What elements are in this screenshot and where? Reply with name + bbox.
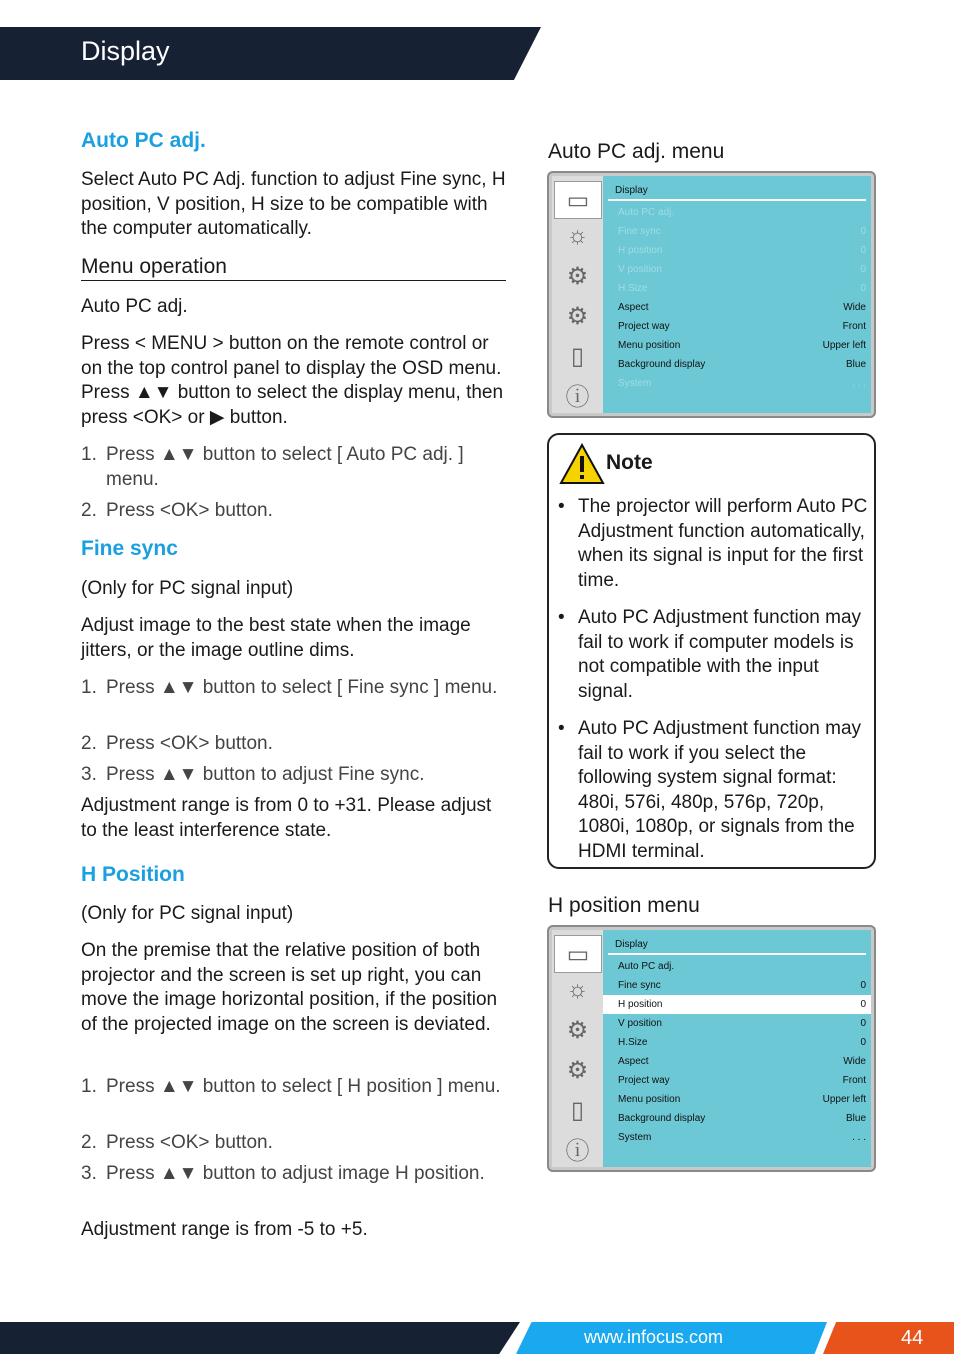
- osd-row-value: Front: [842, 321, 866, 332]
- osd-row-selected[interactable]: [603, 995, 871, 1014]
- osd-row-label: Aspect: [618, 302, 649, 313]
- fine-sync-description: Adjust image to the best state when the image jitters, or the image outline dims.: [81, 615, 471, 661]
- setting-icon[interactable]: ⚙: [566, 1016, 589, 1044]
- osd-row[interactable]: [603, 957, 871, 976]
- osd-row-label: Auto PC adj.: [618, 961, 675, 972]
- list-item: [81, 763, 509, 788]
- display-icon[interactable]: ▭: [554, 935, 602, 973]
- osd-row[interactable]: [603, 1090, 871, 1109]
- note-bullet-item: [558, 495, 868, 593]
- osd-row-value: . . .: [852, 1132, 866, 1143]
- list-text: Press ▲▼ button to select [ Auto PC adj. ] menu.: [106, 444, 464, 490]
- list-item: [81, 1162, 509, 1187]
- osd-row-label: Project way: [618, 321, 670, 332]
- osd-row[interactable]: [603, 1109, 871, 1128]
- fine-sync-range: Adjustment range is from 0 to +31. Please adjust to the least interference state.: [81, 795, 492, 841]
- page-title: Display: [81, 36, 170, 66]
- h-position-only-pc: (Only for PC signal input): [81, 903, 294, 924]
- osd-sidebar: [552, 176, 603, 413]
- info-icon[interactable]: ⓘ: [565, 1137, 590, 1165]
- picture-icon[interactable]: ☼: [566, 222, 589, 249]
- osd-row-value: 0: [860, 999, 866, 1010]
- bullet-dot: •: [558, 607, 565, 628]
- osd-row[interactable]: [603, 1033, 871, 1052]
- osd-row-label: Project way: [618, 1075, 670, 1086]
- osd-row-label: Menu position: [618, 340, 681, 351]
- osd-row[interactable]: [603, 317, 871, 336]
- usb-icon[interactable]: ▯: [570, 342, 585, 370]
- bullet-dot: •: [558, 718, 565, 739]
- osd-row[interactable]: [603, 374, 871, 393]
- osd-row-label: Background display: [618, 1113, 706, 1124]
- osd-row[interactable]: [603, 1128, 871, 1147]
- osd-row-value: Upper left: [822, 1094, 866, 1105]
- list-item: [81, 732, 509, 757]
- list-item: [81, 676, 509, 701]
- list-text: Press <OK> button.: [106, 1132, 273, 1153]
- bullet-dot: •: [558, 496, 565, 517]
- list-item: [81, 1075, 509, 1100]
- osd-caption-auto-pc: Auto PC adj. menu: [548, 140, 725, 163]
- auto-pc-description: Select Auto PC Adj. function to adjust Fine sync, H position, V position, H size to be compatible with the computer automatically.: [81, 169, 506, 239]
- list-number: 2.: [81, 733, 97, 754]
- osd-row-label: System: [618, 378, 652, 389]
- osd-row[interactable]: [603, 1052, 871, 1071]
- osd-row-label: H.Size: [618, 1037, 648, 1048]
- osd-row-label: Background display: [618, 359, 706, 370]
- auto-pc-label: Auto PC adj.: [81, 296, 188, 317]
- note-box: [547, 433, 876, 869]
- advanced-icon[interactable]: ⚙: [566, 1056, 589, 1084]
- osd-title: Display: [615, 185, 648, 196]
- osd-divider: [608, 199, 866, 201]
- osd-row[interactable]: [603, 203, 871, 222]
- footer-url[interactable]: www.infocus.com: [584, 1327, 724, 1347]
- osd-sidebar: [552, 930, 603, 1167]
- osd-row-label: V position: [618, 264, 662, 275]
- osd-row-value: Upper left: [822, 340, 866, 351]
- osd-row[interactable]: [603, 260, 871, 279]
- osd-row-value: 0: [860, 980, 866, 991]
- display-icon[interactable]: ▭: [554, 181, 602, 219]
- osd-row-label: H position: [618, 245, 663, 256]
- osd-caption-h-position: H position menu: [548, 894, 700, 917]
- menu-operation-heading: Menu operation: [81, 255, 506, 281]
- list-number: 2.: [81, 1132, 97, 1153]
- osd-row[interactable]: [603, 1071, 871, 1090]
- picture-icon[interactable]: ☼: [566, 976, 589, 1003]
- osd-row-value: 0: [860, 1037, 866, 1048]
- osd-row[interactable]: [603, 298, 871, 317]
- list-item: [81, 499, 509, 524]
- osd-row-value: Wide: [843, 1056, 866, 1067]
- h-position-description: On the premise that the relative position of both projector and the screen is set up right, you can move the image horizontal position, if the position of the projected image on the screen is deviated.: [81, 940, 498, 1035]
- h-position-range: Adjustment range is from -5 to +5.: [81, 1219, 368, 1240]
- list-number: 2.: [81, 500, 97, 521]
- footer-band-red: [823, 1322, 954, 1354]
- osd-row-value: Front: [842, 1075, 866, 1086]
- warning-icon: [559, 443, 605, 485]
- osd-row-label: H position: [618, 999, 663, 1010]
- osd-pane: [603, 930, 871, 1167]
- osd-row-label: Aspect: [618, 1056, 649, 1067]
- usb-icon[interactable]: ▯: [570, 1096, 585, 1124]
- list-number: 3.: [81, 1163, 97, 1184]
- heading-fine-sync: Fine sync: [81, 537, 178, 560]
- osd-row-label: Auto PC adj.: [618, 207, 675, 218]
- osd-row-value: . . .: [852, 378, 866, 389]
- osd-row[interactable]: [603, 976, 871, 995]
- list-number: 3.: [81, 764, 97, 785]
- osd-row[interactable]: [603, 1014, 871, 1033]
- osd-row[interactable]: [603, 336, 871, 355]
- osd-row[interactable]: [603, 222, 871, 241]
- osd-row-value: Blue: [845, 359, 866, 370]
- note-bullet-item: [558, 606, 868, 704]
- list-text: Press <OK> button.: [106, 500, 273, 521]
- setting-icon[interactable]: ⚙: [566, 262, 589, 290]
- list-number: 1.: [81, 444, 97, 465]
- osd-row-label: Menu position: [618, 1094, 681, 1105]
- osd-divider: [608, 953, 866, 955]
- list-item: [81, 443, 509, 492]
- osd-pane: [603, 176, 871, 413]
- osd-row[interactable]: [603, 355, 871, 374]
- osd-row-label: Fine sync: [618, 980, 661, 991]
- osd-row-label: V position: [618, 1018, 662, 1029]
- note-text: Auto PC Adjustment function may fail to work if you select the following system signal format: 480i, 576i, 480p, 576p, 720p, 1080i, 1080p, or signals from the HDMI terminal.: [578, 718, 862, 862]
- osd-row-label: H.Size: [618, 283, 648, 294]
- note-text: Auto PC Adjustment function may fail to work if computer models is not compatible with the input signal.: [578, 607, 862, 702]
- osd-row-value: 0: [860, 226, 866, 237]
- list-text: Press ▲▼ button to select [ Fine sync ] menu.: [106, 677, 498, 698]
- list-number: 1.: [81, 1076, 97, 1097]
- heading-auto-pc-adj: Auto PC adj.: [81, 129, 206, 152]
- note-bullet-item: [558, 717, 868, 864]
- osd-row-value: Wide: [843, 302, 866, 313]
- osd-menu-auto-pc: [547, 171, 876, 418]
- osd-row-label: Fine sync: [618, 226, 661, 237]
- advanced-icon[interactable]: ⚙: [566, 302, 589, 330]
- osd-row-value: Blue: [845, 1113, 866, 1124]
- note-title: Note: [606, 451, 653, 474]
- fine-sync-only-pc: (Only for PC signal input): [81, 578, 294, 599]
- osd-row[interactable]: [603, 241, 871, 260]
- osd-row-value: 0: [860, 245, 866, 256]
- list-item: [81, 1131, 509, 1156]
- note-text: The projector will perform Auto PC Adjustment function automatically, when its signal is input for the first time.: [578, 496, 868, 591]
- list-number: 1.: [81, 677, 97, 698]
- osd-title: Display: [615, 939, 648, 950]
- osd-row-value: 0: [860, 264, 866, 275]
- list-text: Press ▲▼ button to adjust image H position.: [106, 1163, 485, 1184]
- osd-row-value: 0: [860, 283, 866, 294]
- list-text: Press ▲▼ button to adjust Fine sync.: [106, 764, 425, 785]
- info-icon[interactable]: ⓘ: [565, 383, 590, 411]
- footer-band-dark: [0, 1322, 520, 1354]
- heading-h-position: H Position: [81, 863, 185, 886]
- list-text: Press ▲▼ button to select [ H position ] menu.: [106, 1076, 501, 1097]
- list-text: Press <OK> button.: [106, 733, 273, 754]
- press-menu-instruction: Press < MENU > button on the remote control or on the top control panel to display the OSD menu. Press ▲▼ button to select the display menu, then press <OK> or ▶ button.: [81, 333, 504, 428]
- page-number: 44: [901, 1327, 924, 1349]
- osd-row[interactable]: [603, 279, 871, 298]
- osd-menu-h-position: [547, 925, 876, 1172]
- osd-row-value: 0: [860, 1018, 866, 1029]
- osd-row-label: System: [618, 1132, 652, 1143]
